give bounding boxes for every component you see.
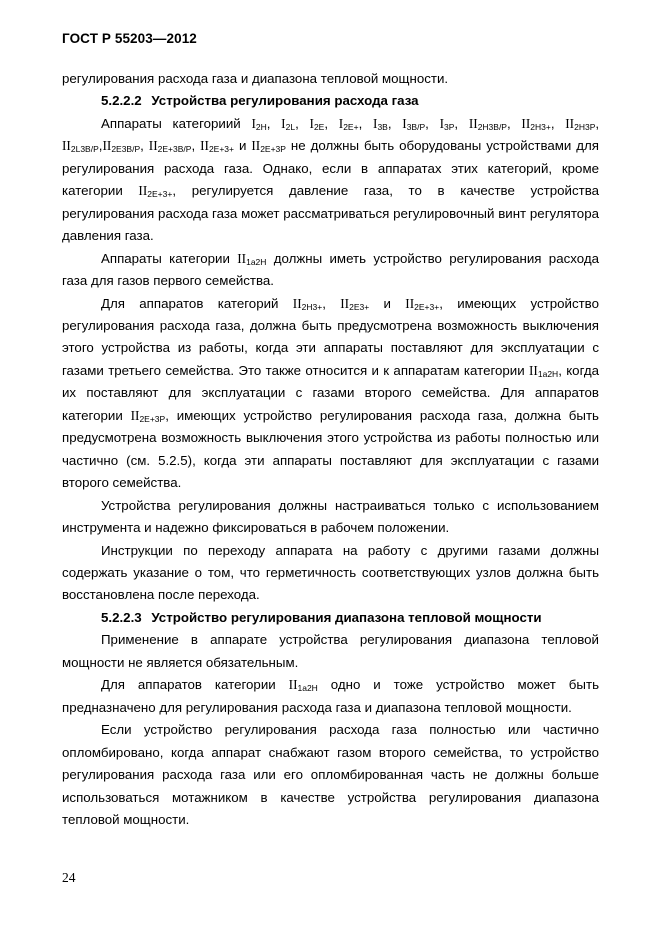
paragraph: Аппараты категориий $I_{2H}$, $I_{2L}$, $I_{2E}$, $I_{2E+}$, $I_{3B}$, $I_{3B/P}$, $I_{3P}$, $II_{2H3B/P}$, $II_{2H3+}$, $II_{2H3P}$, $II_{2L3B/P},II_{2E3B/P}$, $II_{2E+3B/P}$, $II_{2E+3+}$ и $II_{2E+3P}$ не должны быть оборудованы устройствами для регулирования расхода газа. Однако, если в аппаратах этих категорий, кроме категории $II_{2E+3+}$, регулируется давление газа, то в качестве устройства регулирования расхода газа может рассматриваться регулировочный винт регулятора давления газа.: [62, 115, 600, 244]
document-body: [62, 68, 599, 831]
paragraph: [62, 719, 599, 831]
text: Аппараты категории: [101, 250, 238, 266]
text: Для аппаратов категории: [101, 677, 289, 693]
text: Для аппаратов категорий: [101, 295, 293, 311]
page-header: ГОСТ Р 55203—2012: [62, 31, 197, 46]
category-code: $I_{2E}$: [309, 115, 325, 132]
category-code: $II_{2E+3+}$: [200, 138, 234, 155]
section-title: Устройства регулирования расхода газа: [151, 93, 419, 109]
text: , имеющих устройство регулирования расхода газа, должна быть предусмотрена возможность выключения этого устройства из работы полностью или частично (см. 5.2.5), когда эти аппараты поставляют для эксплуатации с газами второго семейства.: [62, 407, 599, 491]
text: одно и тоже устройство может быть предназначено для регулирования расхода газа и диапазона тепловой мощности.: [62, 677, 599, 715]
paragraph: Для аппаратов категорий $II_{2H3+}$, $II_{2E3+}$ и $II_{2E+3+}$, имеющих устройство регулирования расхода газа, должна быть предусмотрена возможность выключения этого устройства из работы, когда эти аппараты поставляют для эксплуатации с газами третьего семейства. Это также относится и к аппаратам категории $II_{1a2H}$, когда их поставляют для эксплуатации с газами второго семейства. Для аппаратов категории $II_{2E+3P}$, имеющих устройство регулирования расхода газа, должна быть предусмотрена возможность выключения этого устройства из работы полностью или частично (см. 5.2.5), когда эти аппараты поставляют для эксплуатации с газами второго семейства.: [62, 295, 599, 491]
category-code: $II_{2H3B/P}$: [468, 115, 507, 132]
text: регулирования расхода газа и диапазона тепловой мощности.: [62, 71, 449, 86]
category-code: $II_{2L3B/P}$: [62, 138, 99, 155]
category-code: $I_{2E+}$: [338, 115, 359, 132]
category-code: $I_{3B/P}$: [402, 115, 426, 132]
section-title: Устройство регулирования диапазона тепловой мощности: [151, 609, 542, 625]
text: , регулируется давление газа, то в качестве устройства регулирования расхода газа может рассматриваться регулировочный винт регулятора давления газа.: [62, 183, 600, 244]
text: должны иметь устройство регулирования расхода газа для газов первого семейства.: [62, 250, 599, 289]
paragraph: [62, 495, 599, 540]
category-code: $II_{2H3+}$: [292, 295, 323, 312]
category-code: $II_{2E+3+}$: [405, 295, 440, 312]
page-number: 24: [62, 870, 76, 885]
paragraph: [62, 248, 599, 293]
category-code: $II_{2E3+}$: [340, 295, 370, 312]
category-code: $II_{2H3P}$: [565, 115, 596, 132]
category-code: $I_{3P}$: [439, 115, 455, 132]
paragraph: [62, 540, 599, 607]
section-heading-5-2-2-2: [62, 90, 599, 112]
text: Устройства регулирования должны настраиваться только с использованием инструмента и надежно фиксироваться в рабочем положении.: [62, 497, 599, 536]
text: Инструкции по переходу аппарата на работу с другими газами должны содержать указание о том, что герметичность соответствующих узлов должна быть восстановлена после перехода.: [62, 542, 599, 603]
text: Применение в аппарате устройства регулирования диапазона тепловой мощности не является обязательным.: [62, 632, 599, 670]
category-code: $I_{2H}$: [251, 115, 267, 132]
text: , имеющих устройство регулирования расхода газа, должна быть предусмотрена возможность выключения этого устройства из работы, когда эти аппараты поставляют для эксплуатации с газами третьего семейства. Это также относится и к аппаратам категории: [62, 295, 599, 378]
category-code: $I_{2L}$: [281, 115, 296, 132]
section-heading-5-2-2-3: [62, 607, 599, 629]
category-code: $II_{1a2H}$: [529, 362, 559, 379]
paragraph: [62, 629, 599, 674]
text: не должны быть оборудованы устройствами для регулирования расхода газа. Однако, если в аппаратах этих категорий, кроме категории: [62, 138, 599, 199]
category-code: $II_{2E+3P}$: [130, 407, 166, 424]
section-number: 5.2.2.3: [101, 609, 142, 625]
category-code: $II_{2E+3P}$: [251, 138, 286, 155]
category-code: $II_{2E+3B/P}$: [148, 138, 192, 155]
category-code: $II_{2E+3+}$: [138, 183, 173, 200]
section-number: 5.2.2.2: [101, 93, 142, 109]
category-code: $I_{3B}$: [373, 115, 388, 132]
category-code: $II_{1a2H}$: [237, 250, 267, 267]
text: Аппараты категориий: [101, 115, 252, 131]
category-code: $II_{1a2H}$: [288, 677, 318, 694]
category-code: $II_{2H3+}$: [521, 115, 551, 132]
text: Если устройство регулирования расхода газа полностью или частично опломбировано, когда аппарат снабжают газом второго семейства, то устройство регулирования расхода газа или его опломбированная часть не должны больше использоваться мотажником в качестве устройства регулирования диапазона тепловой мощности.: [62, 722, 599, 827]
paragraph-continuation: [62, 68, 599, 90]
paragraph: [62, 674, 599, 719]
category-code: $II_{2E3B/P}$: [102, 138, 141, 155]
text: , когда их поставляют для эксплуатации с газами второго семейства. Для аппаратов категории: [62, 362, 599, 423]
